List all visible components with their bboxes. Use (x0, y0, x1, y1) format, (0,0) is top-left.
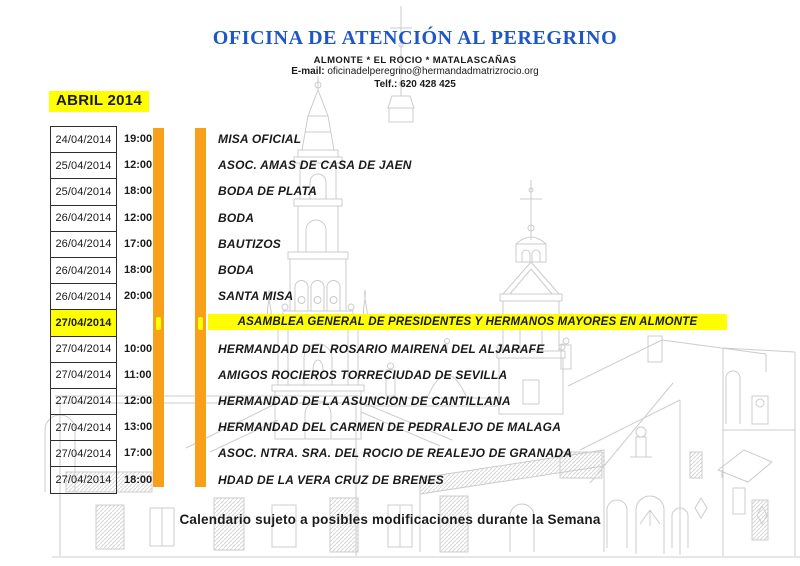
schedule-date-column (50, 126, 117, 494)
email-label: E-mail: (291, 66, 325, 77)
locations-subtitle: ALMONTE * EL ROCIO * MATALASCAÑAS (313, 55, 517, 66)
schedule-time-column (122, 126, 166, 493)
date-cell: 27/04/2014 (50, 414, 117, 441)
event-cell: BAUTIZOS (218, 236, 281, 251)
event-cell: BODA (218, 263, 255, 278)
event-cell: ASOC. NTRA. SRA. DEL ROCIO DE REALEJO DE GRANADA (218, 446, 573, 461)
event-cell: SANTA MISA (218, 289, 294, 304)
event-cell: HERMANDAD DEL CARMEN DE PEDRALEJO DE MALAGA (218, 420, 562, 435)
date-cell: 27/04/2014 (50, 362, 117, 389)
time-cell: 11:00 (124, 368, 152, 381)
yellow-notch-right (198, 317, 203, 330)
orange-bar-right (195, 128, 206, 487)
event-cell: HERMANDAD DE LA ASUNCION DE CANTILLANA (218, 393, 511, 408)
time-cell: 12:00 (124, 211, 153, 224)
date-cell: 26/04/2014 (50, 283, 117, 310)
date-cell: 27/04/2014 (50, 466, 117, 493)
date-cell: 27/04/2014 (50, 388, 117, 415)
date-cell: 24/04/2014 (50, 126, 117, 153)
time-cell: 19:00 (124, 133, 153, 146)
time-cell: 18:00 (124, 473, 153, 486)
event-cell: ASOC. AMAS DE CASA DE JAEN (218, 158, 412, 173)
phone-label: Telf.: (374, 78, 398, 90)
date-cell-highlighted: 27/04/2014 (50, 309, 117, 336)
date-cell: 25/04/2014 (50, 178, 117, 205)
time-cell: 18:00 (124, 185, 153, 198)
month-badge: ABRIL 2014 (49, 91, 149, 112)
time-cell (122, 309, 166, 335)
highlight-band: ASAMBLEA GENERAL DE PRESIDENTES Y HERMANOS MAYORES EN ALMONTE (208, 314, 727, 330)
date-cell: 26/04/2014 (50, 231, 117, 258)
phone-value: 620 428 425 (400, 78, 456, 90)
footer-note: Calendario sujeto a posibles modificaciones durante la Semana (179, 512, 601, 527)
time-cell: 10:00 (124, 342, 153, 355)
event-cell: BODA DE PLATA (218, 184, 318, 199)
time-cell: 12:00 (124, 394, 153, 407)
date-cell: 26/04/2014 (50, 257, 117, 284)
page-title: OFICINA DE ATENCIÓN AL PEREGRINO (212, 27, 618, 49)
phone-line (25, 79, 800, 92)
time-cell: 17:00 (124, 237, 153, 250)
date-cell: 25/04/2014 (50, 152, 117, 179)
time-cell: 18:00 (124, 264, 153, 277)
date-cell: 27/04/2014 (50, 440, 117, 467)
time-cell: 13:00 (124, 421, 153, 434)
email-value: oficinadelperegrino@hermandadmatrizrocio.org (327, 66, 539, 77)
event-cell: AMIGOS ROCIEROS TORRECIUDAD DE SEVILLA (218, 367, 508, 382)
date-cell: 27/04/2014 (50, 336, 117, 363)
email-line (25, 66, 800, 79)
event-cell: HDAD DE LA VERA CRUZ DE BRENES (218, 472, 444, 487)
date-cell: 26/04/2014 (50, 205, 117, 232)
header (25, 0, 800, 91)
event-cell-highlighted (218, 309, 800, 335)
time-cell: 12:00 (124, 159, 153, 172)
time-cell: 17:00 (124, 447, 153, 460)
time-cell: 20:00 (124, 290, 153, 303)
schedule-event-column (218, 126, 800, 493)
event-cell: HERMANDAD DEL ROSARIO MAIRENA DEL ALJARAFE (218, 341, 545, 356)
event-cell: BODA (218, 210, 255, 225)
event-cell: MISA OFICIAL (218, 132, 302, 147)
